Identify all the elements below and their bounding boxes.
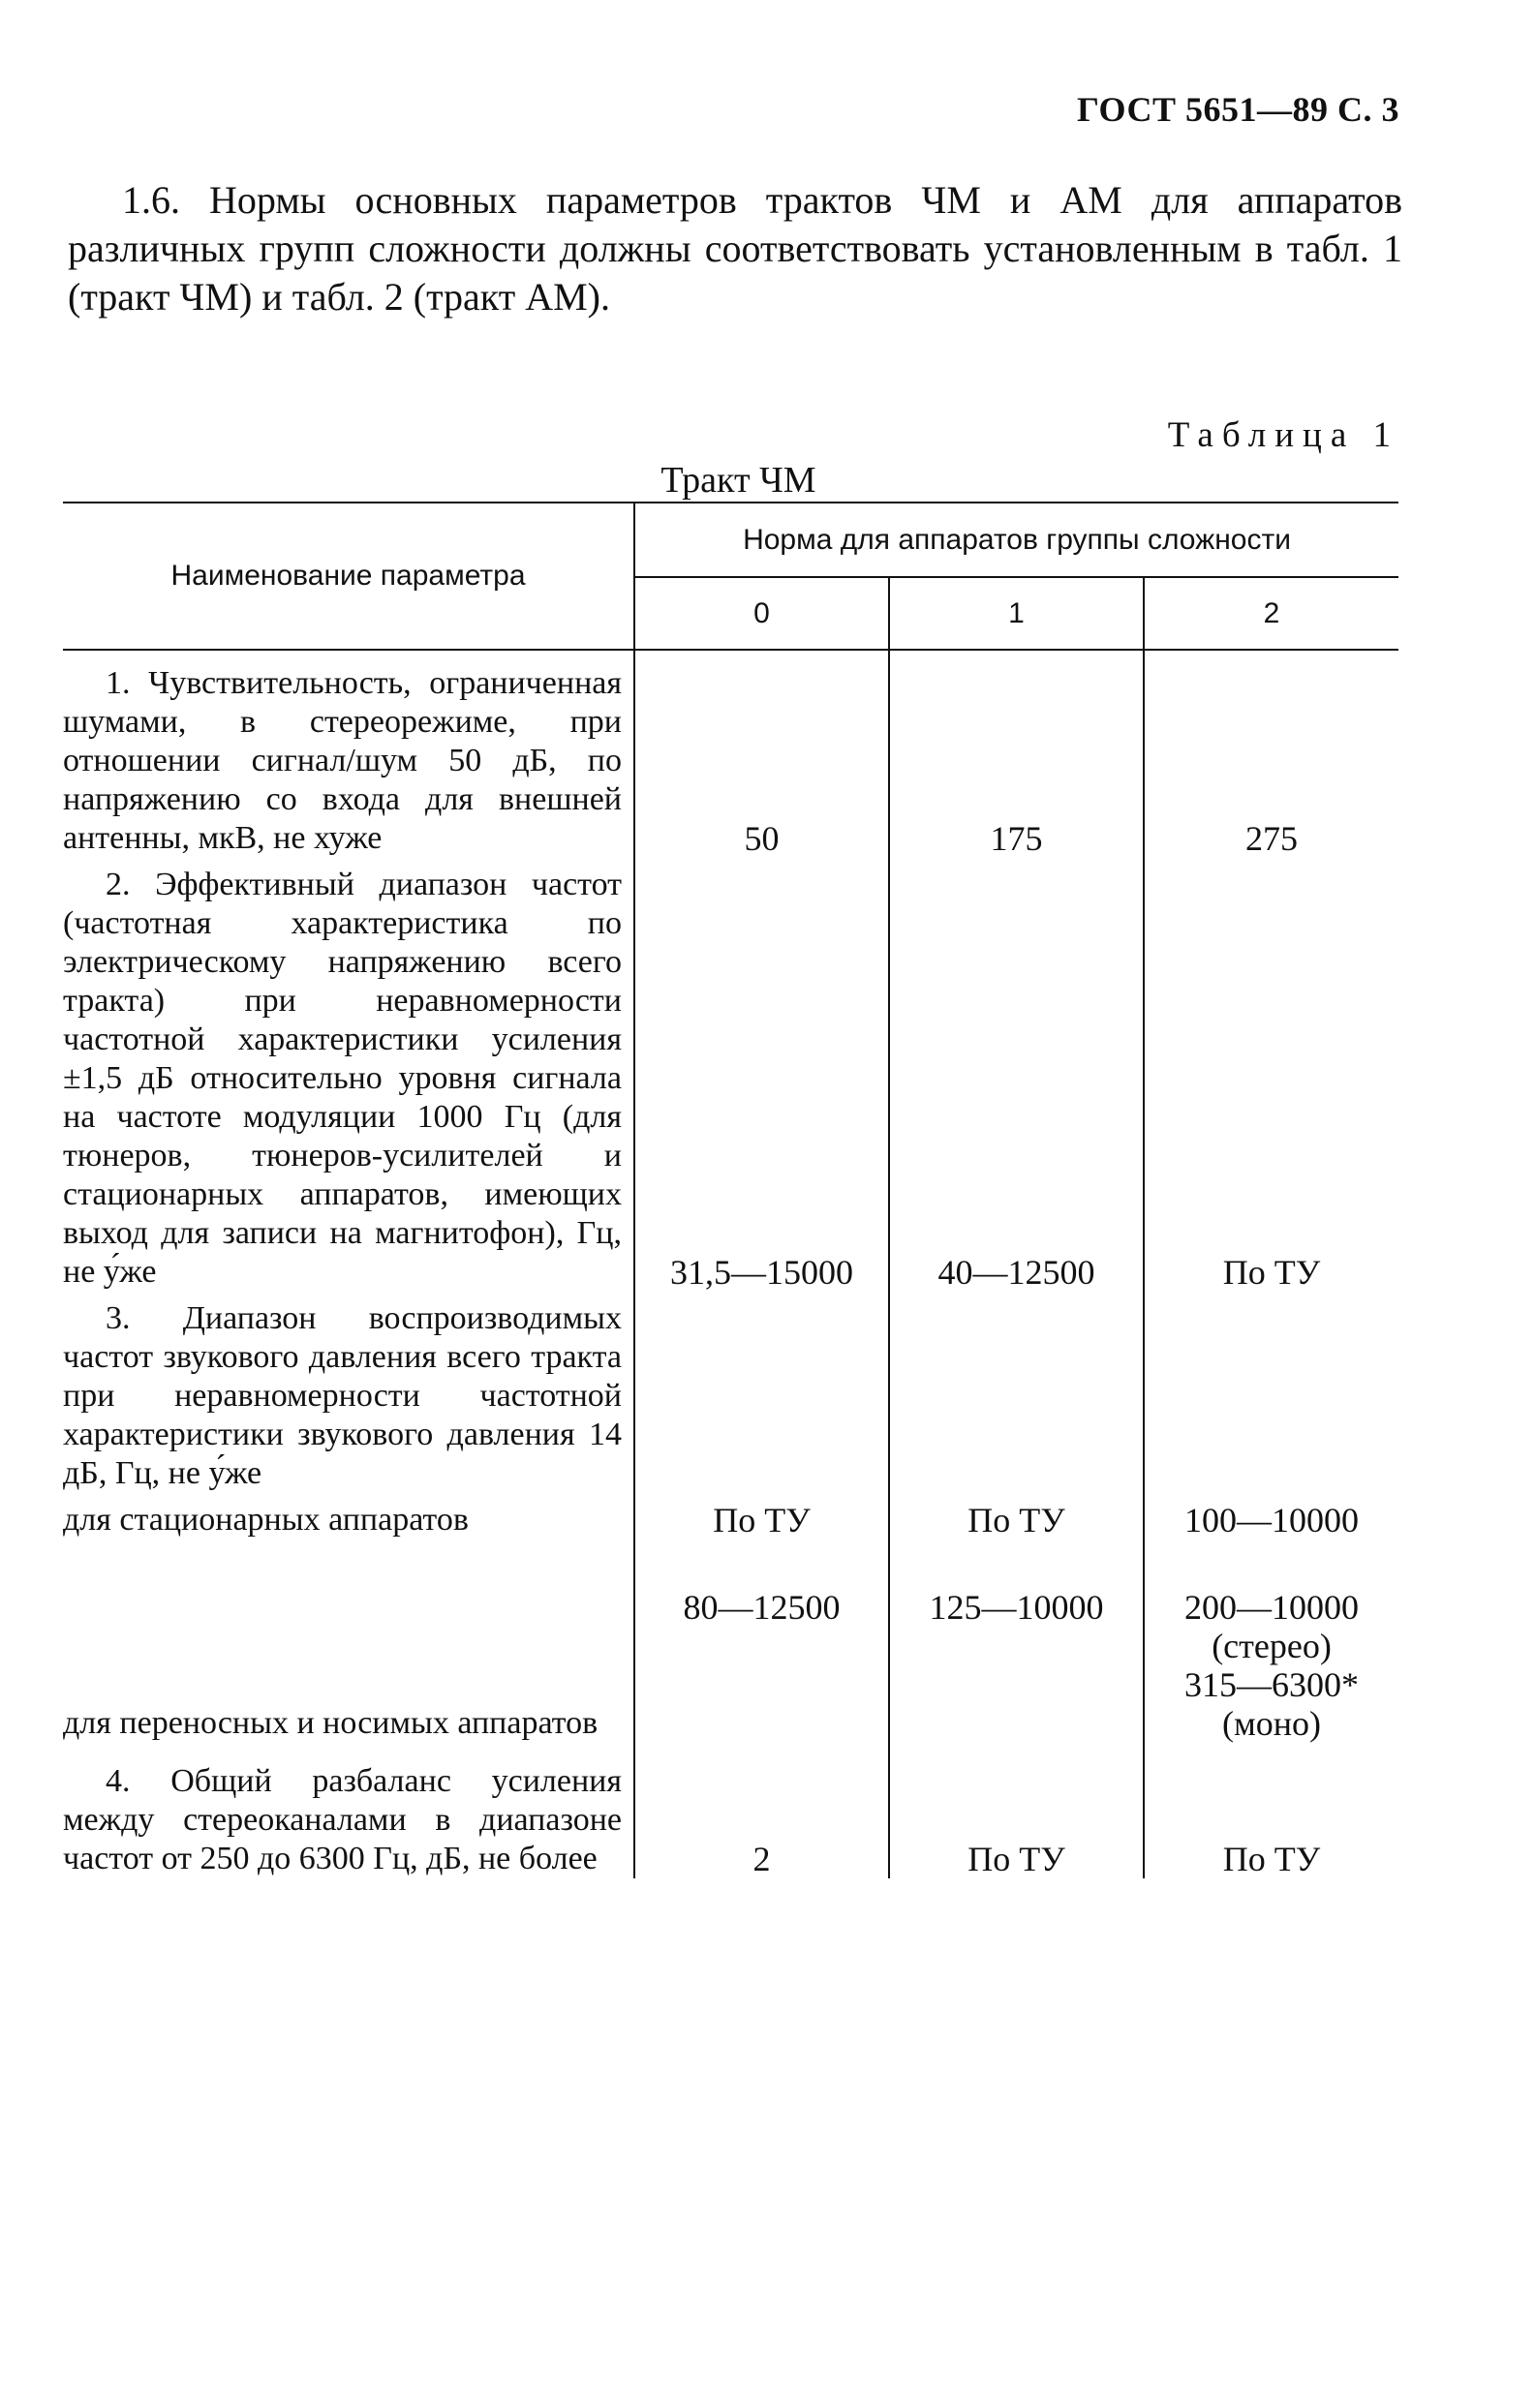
row-value-group-2: По ТУ: [1222, 1253, 1321, 1292]
table-row: [63, 650, 1398, 858]
table-row: [63, 1493, 1398, 1539]
parameters-table: [63, 502, 1398, 1878]
row-value-group-1: 40—12500: [889, 858, 1144, 1292]
value-line: (стерео): [1212, 1627, 1332, 1665]
intro-paragraph: 1.6. Нормы основных параметров трактов ЧМ и АМ для аппаратов различных групп сложности должны соответствовать установленным в табл. 1 (тракт ЧМ) и табл. 2 (тракт АМ).: [68, 178, 1402, 319]
row-value-group-2: [1144, 1292, 1398, 1493]
value-line: 315—6300*: [1184, 1665, 1360, 1704]
row-value-group-2: [1144, 1539, 1398, 1743]
row-value-group-0: 50: [634, 650, 889, 858]
row-name: 1. Чувствительность, ограниченная шумами, в стереорежиме, при отношении сигнал/шум 50 дБ, по напряжению со входа для внешней антенны, мкВ, не хуже: [63, 650, 634, 858]
row-value-group-1: 175: [889, 650, 1144, 858]
group-header-0: 0: [634, 577, 889, 650]
row-name: для стационарных аппаратов: [63, 1493, 634, 1539]
row-value-group-2: 275: [1245, 819, 1299, 858]
row-value-group-0: 31,5—15000: [634, 858, 889, 1292]
table-row: [63, 1743, 1398, 1878]
row-value-group-1: [889, 1292, 1144, 1493]
page-header: ГОСТ 5651—89 С. 3: [1077, 90, 1399, 129]
table-title: [0, 459, 1535, 502]
value-line: (моно): [1222, 1704, 1322, 1743]
column-header-name: Наименование параметра: [63, 503, 634, 650]
row-name: для переносных и носимых аппаратов: [63, 1539, 634, 1743]
row-value-group-2: По ТУ: [1222, 1840, 1321, 1878]
row-value-group-1: По ТУ: [889, 1493, 1144, 1539]
group-header-1: 1: [889, 577, 1144, 650]
row-value-group-0: 80—12500: [634, 1539, 889, 1743]
group-header-2: 2: [1144, 577, 1398, 650]
row-value-group-0: 2: [634, 1743, 889, 1878]
row-value-group-1: 125—10000: [889, 1539, 1144, 1743]
table-row: [63, 1292, 1398, 1493]
row-name: 3. Диапазон воспроизводимых частот звукового давления всего тракта при неравномерности частотной характеристики звукового давления 14 дБ, Гц, не у́же: [63, 1292, 634, 1493]
value-line: 200—10000: [1184, 1588, 1360, 1627]
row-name: 2. Эффективный диапазон частот (частотная характеристика по электрическому напряжению всего тракта) при неравномерности частотной характеристики усиления ±1,5 дБ относительно уровня сигнала на частоте модуляции 1000 Гц (для тюнеров, тюнеров-усилителей и стационарных аппаратов, имеющих выход для записи на магнитофон), Гц, не у́же: [63, 858, 634, 1292]
column-header-group: Норма для аппаратов группы сложности: [634, 503, 1398, 577]
row-value-group-0: По ТУ: [634, 1493, 889, 1539]
table-row: [63, 1539, 1398, 1743]
row-name: 4. Общий разбаланс усиления между стереоканалами в диапазоне частот от 250 до 6300 Гц, дБ, не более: [63, 1743, 634, 1878]
table-title-text: Тракт ЧМ: [660, 460, 816, 501]
row-value-group-2: 100—10000: [1184, 1501, 1360, 1539]
table-row: [63, 858, 1398, 1292]
table-label: Таблица 1: [1167, 415, 1399, 455]
row-value-group-0: [634, 1292, 889, 1493]
row-value-group-1: По ТУ: [889, 1743, 1144, 1878]
